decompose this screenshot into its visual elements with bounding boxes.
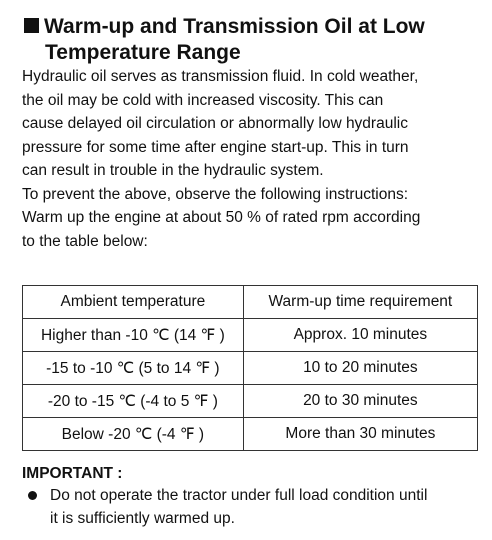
table-cell-time: 20 to 30 minutes [243, 385, 477, 418]
heading-line-1: Warm-up and Transmission Oil at Low [44, 15, 425, 38]
bullet-line-1: Do not operate the tractor under full load condition until [50, 487, 428, 504]
table-row [23, 385, 478, 418]
body-line: to the table below: [22, 232, 148, 250]
bullet-dot-icon [28, 491, 37, 500]
bullet-line-2: it is sufficiently warmed up. [50, 510, 235, 527]
body-paragraph [22, 65, 484, 253]
bullet-text [50, 484, 484, 530]
table-row [23, 319, 478, 352]
table-row [23, 352, 478, 385]
table-cell-time: More than 30 minutes [243, 418, 477, 451]
table-cell-temperature: Higher than -10 ℃ (14 ℉ ) [23, 319, 244, 352]
table-cell-time: 10 to 20 minutes [243, 352, 477, 385]
important-label: IMPORTANT : [22, 465, 123, 482]
body-line: cause delayed oil circulation or abnormally low hydraulic [22, 115, 408, 132]
black-square-icon [24, 18, 39, 33]
table-header-row [23, 286, 478, 319]
table-cell-temperature: -20 to -15 ℃ (-4 to 5 ℉ ) [23, 385, 244, 418]
warm-up-table [22, 285, 478, 451]
column-header-ambient-temperature: Ambient temperature [23, 286, 244, 319]
table-row [23, 418, 478, 451]
body-line: the oil may be cold with increased viscosity. This can [22, 91, 384, 109]
body-line: pressure for some time after engine start-up. This in turn [22, 138, 409, 156]
body-line: Hydraulic oil serves as transmission fluid. In cold weather, [22, 68, 419, 85]
table-cell-temperature: -15 to -10 ℃ (5 to 14 ℉ ) [23, 352, 244, 385]
table-cell-temperature: Below -20 ℃ (-4 ℉ ) [23, 418, 244, 451]
body-line: To prevent the above, observe the following instructions: [22, 185, 409, 203]
column-header-warm-up-time: Warm-up time requirement [243, 286, 477, 319]
section-heading [24, 14, 484, 66]
important-bullet-item [22, 484, 484, 530]
body-line: can result in trouble in the hydraulic system. [22, 162, 324, 179]
heading-line-2: Temperature Range [45, 41, 241, 64]
table-cell-time: Approx. 10 minutes [243, 319, 477, 352]
body-line: Warm up the engine at about 50 % of rated rpm according [22, 209, 421, 226]
